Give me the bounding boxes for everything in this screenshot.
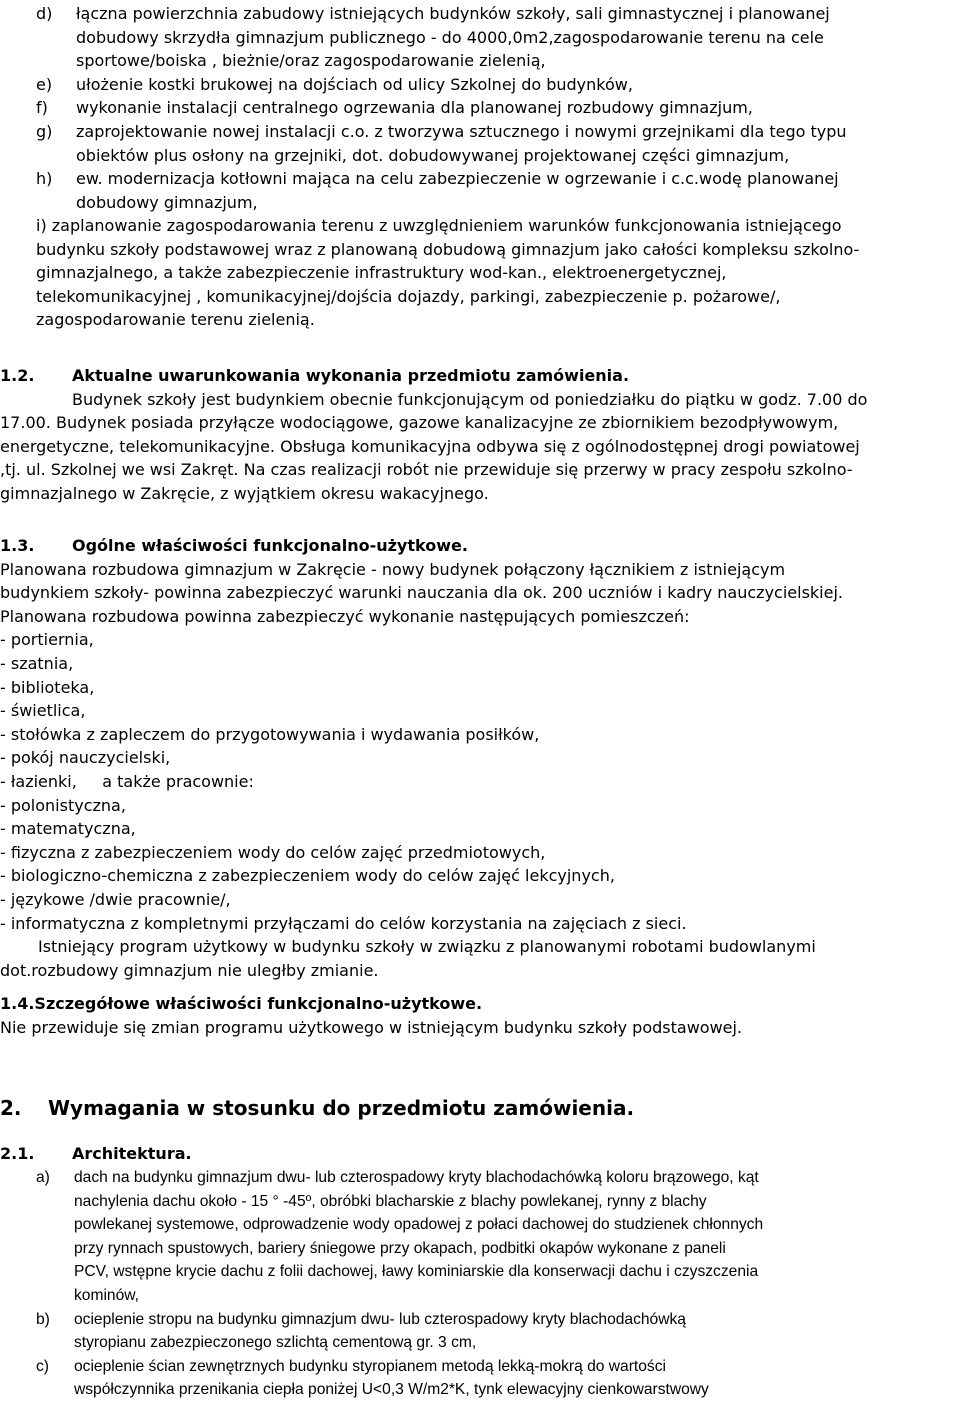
text-line: dach na budynku gimnazjum dwu- lub czterospadowy kryty blachodachówką koloru brązowego, kąt [74,1169,759,1186]
list-label: h) [36,169,53,189]
text-line: zagospodarowanie terenu zielenią. [36,310,315,330]
list-item: - biblioteka, [0,677,95,697]
section-title: Ogólne właściwości funkcjonalno-użytkowe. [72,536,468,555]
section-number: 2. [0,1096,22,1120]
list-item-d [36,2,847,73]
list-label: f) [36,98,48,118]
section-2-1 [0,1142,960,1166]
list-label: a) [36,1169,50,1186]
list-item: - świetlica, [0,701,86,721]
text-line: dobudowy gimnazjum, [76,192,258,212]
text-line: powlekanej systemowe, odprowadzenie wody opadowej z połaci dachowej do studzienek chłonnych [74,1216,764,1234]
list-label: b) [36,1310,50,1328]
text-line: ocieplenie ścian zewnętrznych budynku styropianem metodą lekką-mokrą do wartości [74,1357,666,1375]
section-2 [0,1094,960,1122]
list-item: - matematyczna, [0,819,136,839]
text-line: gimnazjalnego, a także zabezpieczenie infrastruktury wod-kan., elektroenergetycznej, [36,263,727,283]
section-1-3 [0,534,960,982]
text-line: Planowana rozbudowa gimnazjum w Zakręcie - nowy budynek połączony łącznikiem z istniejącym [0,559,786,579]
section-number: 2.1. [0,1144,35,1163]
requirements-list-2 [36,1166,763,1402]
text-line: współczynnika przenikania ciepła poniżej U<0,3 W/m2*K, tynk elewacyjny cienkowarstwowy [74,1381,709,1399]
section-heading [0,534,960,558]
section-heading [0,1142,960,1166]
section-title: Aktualne uwarunkowania wykonania przedmiotu zamówienia. [72,366,630,385]
section-heading [0,1094,960,1122]
text-line: Nie przewiduje się zmian programu użytkowego w istniejącym budynku szkoły podstawowej. [0,1017,743,1037]
section-1-4 [0,992,960,1039]
text-line: budynkiem szkoły- powinna zabezpieczyć warunki nauczania dla ok. 200 uczniów i kadry nauczycielskiej. [0,583,843,603]
text-line: przy rynnach spustowych, bariery śniegowe przy okapach, podbitki okapów wykonane z paneli [74,1239,726,1257]
text-line: łączna powierzchnia zabudowy istniejących budynków szkoły, sali gimnastycznej i planowanej [76,4,830,23]
text-line: Budynek szkoły jest budynkiem obecnie funkcjonującym od poniedziałku do piątku w godz. 7.00 do [72,389,868,409]
list-item: - łazienki, a także pracownie: [0,771,254,791]
list-item-b [36,1308,763,1355]
list-item: - portiernia, [0,630,94,650]
text-line: sportowe/boiska , bieżnie/oraz zagospodarowanie zielenią, [76,51,546,71]
text-line: Planowana rozbudowa powinna zabezpieczyć wykonanie następujących pomieszczeń: [0,606,690,626]
list-item: - językowe /dwie pracownie/, [0,889,231,909]
list-item: - fizyczna z zabezpieczeniem wody do celów zajęć przedmiotowych, [0,842,546,862]
text-line: telekomunikacyjnej , komunikacyjnej/dojścia dojazdy, parkingi, zabezpieczenie p. pożarowe/, [36,286,781,306]
list-label: e) [36,74,53,94]
list-item-f [36,96,847,120]
list-item-a [36,1166,763,1308]
text-line: ew. modernizacja kotłowni mająca na celu zabezpieczenie w ogrzewanie i c.c.wodę planowanej [76,169,839,189]
section-number: 1.3. [0,536,35,555]
text-line: gimnazjalnego w Zakręcie, z wyjątkiem okresu wakacyjnego. [0,483,489,503]
list-item: - informatyczna z kompletnymi przyłączami do celów korzystania na zajęciach z sieci. [0,913,687,933]
list-item: - pokój nauczycielski, [0,748,171,768]
section-number: 1.2. [0,366,35,385]
list-item: - biologiczno-chemiczna z zabezpieczeniem wody do celów zajęć lekcyjnych, [0,866,615,886]
list-item: - polonistyczna, [0,795,126,815]
list-item-h [36,167,847,214]
text-line: wykonanie instalacji centralnego ogrzewania dla planowanej rozbudowy gimnazjum, [76,98,753,118]
text-line: energetyczne, telekomunikacyjne. Obsługa komunikacyjna odbywa się z ogólnodostępnej drogi powiatowej [0,436,860,456]
list-item-i [36,214,859,332]
text-line: 17.00. Budynek posiada przyłącze wodociągowe, gazowe kanalizacyjne ze zbiornikiem bezodpływowym, [0,413,839,433]
section-title: Szczegółowe właściwości funkcjonalno-użytkowe. [34,994,483,1013]
list-item: - szatnia, [0,653,74,673]
section-title: Wymagania w stosunku do przedmiotu zamówienia. [48,1096,635,1120]
section-title: Architektura. [72,1144,192,1163]
section-number: 1.4. [0,994,35,1013]
text-line: styropianu zabezpieczonego szlichtą cementową gr. 3 cm, [74,1334,477,1352]
list-item: - stołówka z zapleczem do przygotowywania i wydawania posiłków, [0,724,540,744]
text-line: ,tj. ul. Szkolnej we wsi Zakręt. Na czas realizacji robót nie przewiduje się przerwy w pracy zespołu szkolno- [0,460,853,480]
text-line: kominów, [74,1286,140,1304]
text-line: dobudowy skrzydła gimnazjum publicznego - do 4000,0m2,zagospodarowanie terenu na cele [76,27,824,47]
list-label: d) [36,4,53,23]
section-heading [0,364,960,388]
text-line: budynku szkoły podstawowej wraz z planowaną dobudową gimnazjum jako całości kompleksu szkolno- [36,239,860,259]
text-line: Istniejący program użytkowy w budynku szkoły w związku z planowanymi robotami budowlanymi [38,937,816,957]
section-1-2 [0,364,960,506]
text-line: i) zaplanowanie zagospodarowania terenu z uwzględnieniem warunków funkcjonowania istniejącego [36,216,842,235]
section-heading [0,992,960,1016]
text-line: obiektów plus osłony na grzejniki, dot. dobudowywanej projektowanej części gimnazjum, [76,145,790,165]
list-item-g [36,120,847,167]
list-label: g) [36,121,53,141]
text-line: nachylenia dachu około - 15 ° -45º, obróbki blacharskie z blachy powlekanej, rynny z blachy [74,1192,707,1210]
list-item-e [36,73,847,97]
text-line: dot.rozbudowy gimnazjum nie uległby zmianie. [0,960,379,980]
list-label: c) [36,1357,49,1375]
requirements-list-1 [36,2,847,214]
text-line: zaprojektowanie nowej instalacji c.o. z tworzywa sztucznego i nowymi grzejnikami dla tego typu [76,121,847,141]
text-line: ułożenie kostki brukowej na dojściach od ulicy Szkolnej do budynków, [76,74,633,94]
list-item-c [36,1355,763,1402]
text-line: PCV, wstępne krycie dachu z folii dachowej, ławy kominiarskie dla konserwacji dachu i czyszczenia [74,1263,759,1281]
text-line: ocieplenie stropu na budynku gimnazjum dwu- lub czterospadowy kryty blachodachówką [74,1310,686,1328]
